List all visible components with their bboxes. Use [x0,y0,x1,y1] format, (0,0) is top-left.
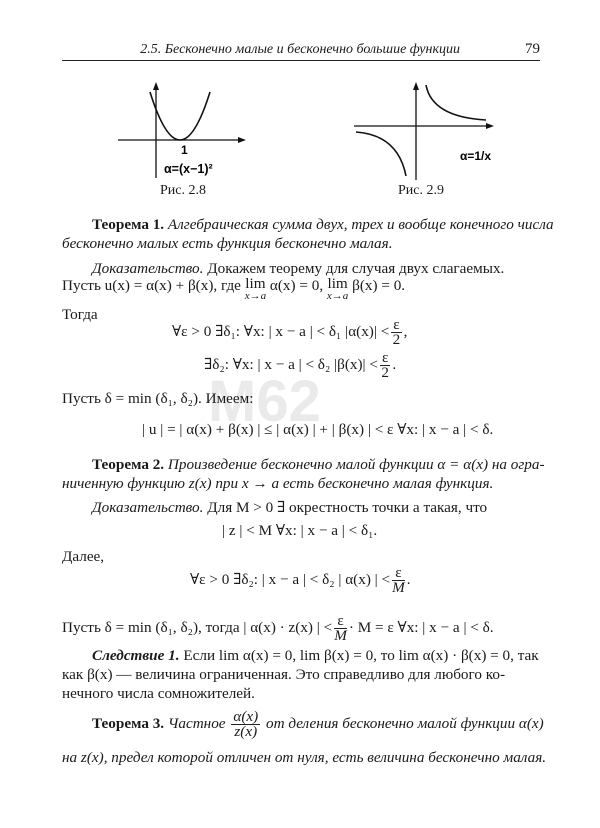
section-title: 2.5. Бесконечно малые и бесконечно большие функции [140,42,460,57]
frac-num: ε [334,614,347,629]
frac-den: M [334,627,347,644]
limit-alpha [245,276,266,302]
eps-over-M [334,614,347,643]
frac-den: 2 [381,364,389,381]
cond2-text: ∃δ₂: ∀x: | x − a | < δ₂ |β(x)| < [204,355,378,373]
corollary1-line2: как β(x) — величина ограниченная. Это справедливо для любого ко- [62,666,506,683]
figure-2-8-parabola [118,80,248,178]
lim1-tail: α(x) = 0, [266,277,327,294]
frac-num: ε [392,566,405,581]
watermark: M62 [208,369,321,434]
frac-num: α(x) [233,708,259,725]
hyperbola-branch-right [426,85,486,120]
fig2-caption: Рис. 2.9 [398,183,444,198]
corollary1-title: Следствие 1. [92,647,180,664]
lim-sub: x→a [326,290,349,302]
hyperbola-branch-left [356,132,406,176]
fig1-formula: α=(x−1)² [164,162,213,176]
theorem3-title: Теорема 3. [92,714,165,732]
theorem3-text: от деления бесконечно малой функции α(x) [265,714,544,732]
y-axis-arrow [153,82,159,90]
period: . [406,570,411,588]
proof1-line2 [62,276,405,302]
theorem1-line1 [92,215,554,234]
limit-beta [327,276,348,302]
lim2-tail: β(x) = 0. [348,277,406,294]
x-axis-arrow [486,123,494,129]
cond1-text: ∀ε > 0 ∃δ₁: ∀x: | x − a | < δ₁ |α(x)| < [172,322,390,340]
product-inequality [62,614,494,643]
condition-delta1 [172,318,407,347]
togda: Тогда [62,306,98,323]
theorem2-line2: ниченную функцию z(x) при x → a есть бесконечно малая функция. [62,475,494,492]
let-delta-min: Пусть δ = min (δ₁, δ₂). Имеем: [62,390,254,407]
frac-num: ε [381,349,389,366]
fig1-caption: Рис. 2.8 [160,183,206,198]
frac-den: z(x) [234,723,258,740]
theorem1-text: Алгебраическая сумма двух, трех и вообще конечного числа [167,216,554,233]
sum-inequality: | u | = | α(x) + β(x) | ≤ | α(x) | + | β(x) | < ε ∀x: | x − a | < δ. [142,421,494,438]
theorem3-line2: на z(x), предел которой отличен от нуля, есть величина бесконечно малая. [62,749,547,766]
cond-text: ∀ε > 0 ∃δ₂: | x − a | < δ₂ | α(x) | < [190,570,391,588]
theorem3-word: Частное [167,714,226,732]
theorem2-title: Теорема 2. [92,456,165,473]
frac-num: ε [393,316,400,333]
corollary1-line1 [92,646,539,665]
bounded-z: | z | < M ∀x: | x − a | < δ₁. [222,522,378,539]
theorem2-text: Произведение бесконечно малой функции α = α(x) на огра- [167,456,545,473]
proof2-line1 [92,498,487,517]
dalee: Далее, [62,548,105,565]
theorem1-line2: бесконечно малых есть функция бесконечно малая. [62,235,393,252]
lim-word: lim [327,275,348,292]
product-end: · M = ε ∀x: | x − a | < δ. [348,618,494,636]
lim-sub: x→a [244,290,267,302]
alpha-over-z [231,710,260,739]
frac-den: M [392,579,405,596]
theorem3-line1 [92,710,544,739]
condition-delta2 [204,351,396,380]
corollary1-line3: нечного числа сомножителей. [62,685,255,702]
condition-eps-over-M [190,566,411,595]
theorem2-line1 [92,455,545,474]
period: . [392,355,397,373]
proof2-label: Доказательство. [92,499,204,516]
lim-word: lim [245,275,266,292]
fig2-formula: α=1/x [460,149,492,163]
corollary1-text: Если lim α(x) = 0, lim β(x) = 0, то lim α(x) · β(x) = 0, так [183,647,539,664]
eps-over-M [392,566,405,595]
figure-2-9-hyperbola [350,80,500,180]
product-start: Пусть δ = min (δ₁, δ₂), тогда | α(x) · z(x) | < [62,618,333,636]
proof1-let-u: Пусть u(x) = α(x) + β(x), где [62,277,245,294]
comma: , [403,322,408,340]
proof1-label: Доказательство. [92,260,204,277]
tick-label: 1 [181,143,188,157]
eps-over-2 [391,318,401,347]
proof2-text: Для M > 0 ∃ окрестность точки a такая, что [207,499,488,516]
running-header [62,38,540,61]
y-axis-arrow [413,82,419,90]
eps-over-2 [380,351,390,380]
proof1-text: Докажем теорему для случая двух слагаемых. [207,260,505,277]
x-axis-arrow [238,137,246,143]
theorem1-title: Теорема 1. [92,216,165,233]
frac-den: 2 [392,331,401,348]
parabola-curve [150,92,210,140]
page-number: 79 [525,41,540,57]
